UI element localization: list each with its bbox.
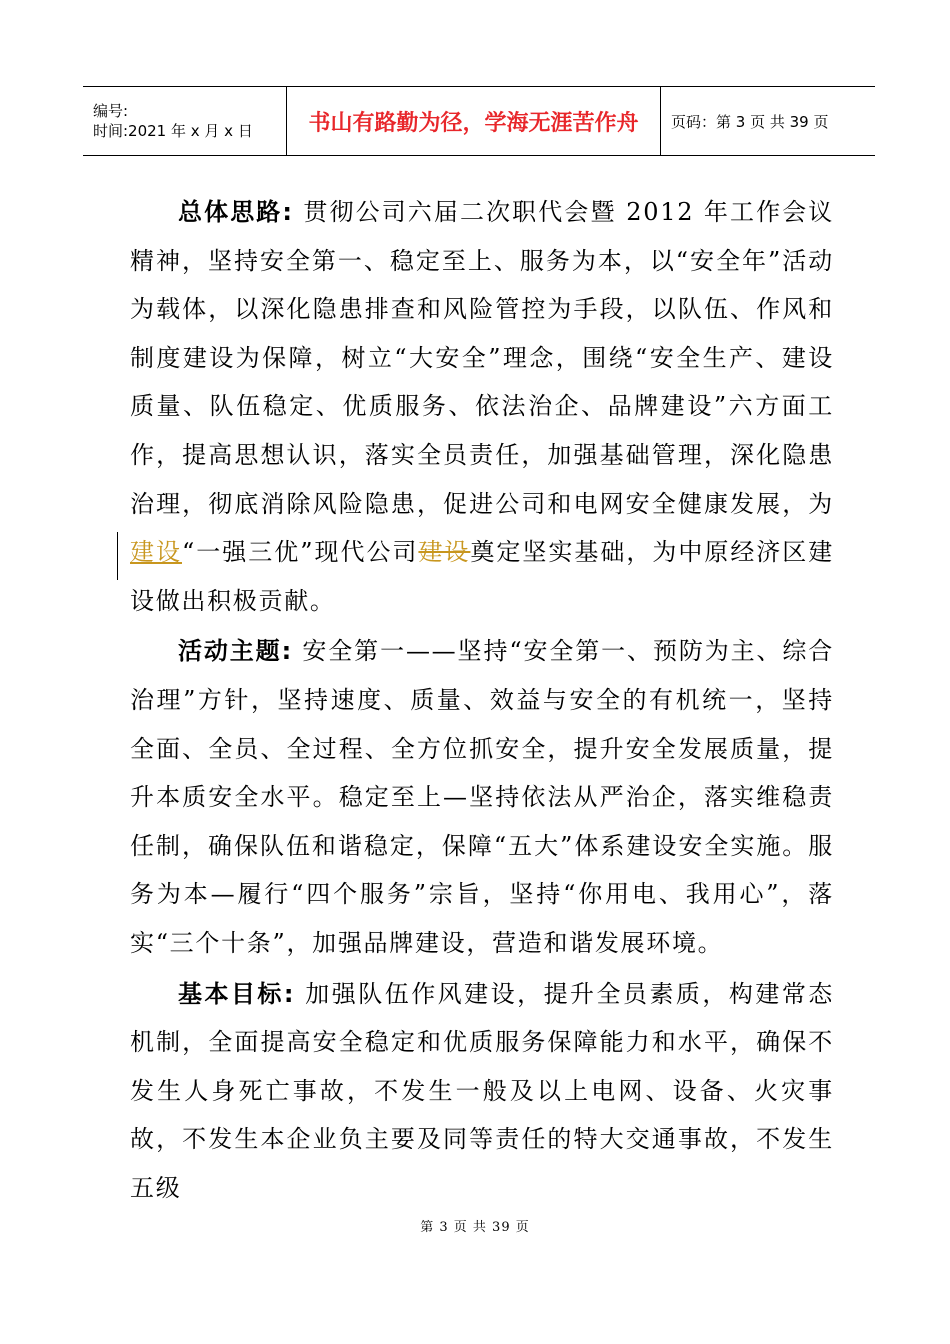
document-number-label: 编号: bbox=[93, 102, 129, 120]
header-page-info bbox=[661, 87, 875, 155]
motto-text: 书山有路勤为径，学海无涯苦作舟 bbox=[308, 110, 639, 136]
paragraph-text: 加强队伍作风建设，提升全员素质，构建常态机制，全面提高安全稳定和优质服务保障能力和水平，确保不发生人身死亡事故，不发生一般及以上电网、设备、火灾事故，不发生本企业负主要及同等责任的特大交通事故，不发生五级 bbox=[130, 979, 834, 1202]
document-header bbox=[83, 86, 875, 156]
footer-page-number: 第 3 页 共 39 页 bbox=[420, 1220, 530, 1235]
paragraph-text: “一强三优”现代公司 bbox=[181, 538, 419, 567]
paragraph-text: 贯彻公司六届二次职代会暨 2012 年工作会议精神，坚持安全第一、稳定至上、服务为本，以“安全年”活动为载体，以深化隐患排查和风险管控为手段，以队伍、作风和制度建设为保障，树立“大安全”理念，围绕“安全生产、建设质量、队伍稳定、优质服务、依法治企、品牌建设”六方面工作，提高思想认识，落实全员责任，加强基础管理，深化隐患治理，彻底消除风险隐患，促进公司和电网安全健康发展，为 bbox=[130, 198, 834, 518]
paragraph-basic-goals bbox=[130, 970, 834, 1213]
paragraph-label: 活动主题: bbox=[178, 637, 293, 666]
revision-change-bar bbox=[117, 532, 118, 580]
paragraph-text: 安全第一——坚持“安全第一、预防为主、综合治理”方针，坚持速度、质量、效益与安全的有机统一，坚持全面、全员、全过程、全方位抓安全，提升安全发展质量，提升本质安全水平。稳定至上—坚持依法从严治企，落实维稳责任制，确保队伍和谐稳定，保障“五大”体系建设安全实施。服务为本—履行“四个服务”宗旨，坚持“你用电、我用心”，落实“三个十条”，加强品牌建设，营造和谐发展环境。 bbox=[130, 637, 834, 957]
paragraph-label: 总体思路: bbox=[178, 198, 294, 226]
paragraph-overall-approach bbox=[130, 188, 834, 625]
document-time: 时间:2021 年 x 月 x 日 bbox=[93, 122, 253, 140]
paragraph-text: 奠定坚实基础，为中原经济区建设做出积极贡献。 bbox=[130, 538, 834, 615]
header-motto bbox=[287, 87, 661, 155]
paragraph-label: 基本目标: bbox=[178, 979, 296, 1008]
document-body bbox=[130, 188, 834, 1212]
page-info-text: 页码：第 3 页 共 39 页 bbox=[671, 112, 829, 131]
header-meta bbox=[83, 87, 287, 155]
paragraph-activity-theme bbox=[130, 627, 834, 967]
page-footer bbox=[0, 1216, 950, 1235]
tracked-deletion[interactable]: 建设 bbox=[418, 538, 471, 567]
tracked-insertion[interactable]: 建设 bbox=[130, 538, 182, 567]
